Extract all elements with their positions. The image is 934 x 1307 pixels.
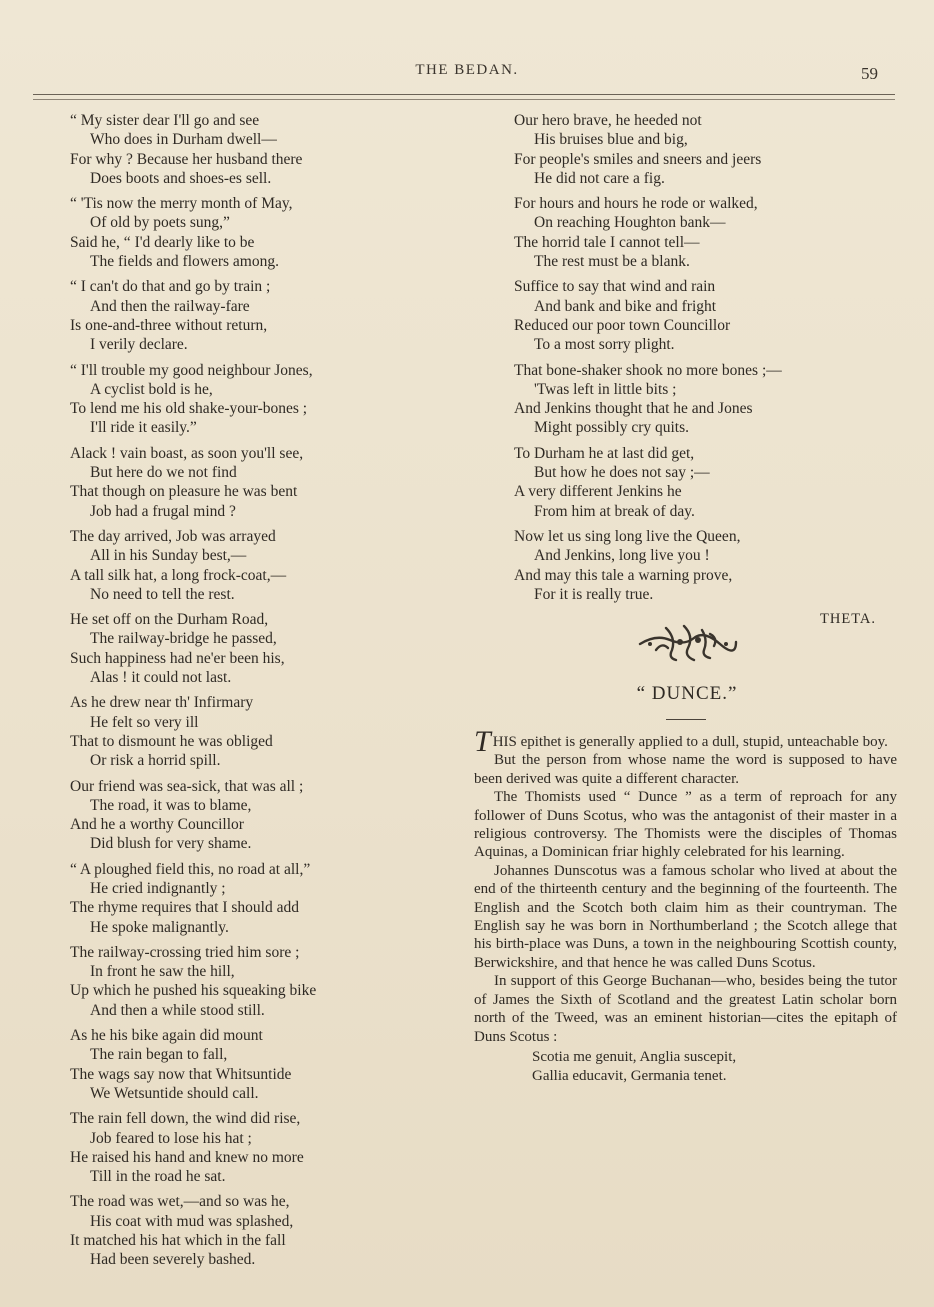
poem-line: Did blush for very shame.: [90, 835, 252, 853]
poem-line: All in his Sunday best,—: [90, 547, 247, 565]
poem-line: To lend me his old shake-your-bones ;: [70, 400, 308, 418]
poem-line: Now let us sing long live the Queen,: [514, 527, 741, 545]
poem-line: His coat with mud was splashed,: [90, 1212, 294, 1230]
poem-line: Such happiness had ne'er been his,: [70, 649, 285, 667]
stanza: [70, 860, 450, 937]
poem-line: In front he saw the hill,: [90, 963, 235, 981]
poem-line: The rain began to fall,: [90, 1046, 228, 1064]
poem-line: Does boots and shoes-es sell.: [90, 169, 272, 187]
stanza: [70, 1192, 450, 1269]
poem-line: Our friend was sea-sick, that was all ;: [70, 777, 304, 795]
poem-line: The fields and flowers among.: [90, 253, 279, 271]
title-rule: [666, 719, 706, 720]
stanza: [514, 444, 904, 521]
poem-line: Suffice to say that wind and rain: [514, 278, 716, 296]
poem-line: Alas ! it could not last.: [90, 669, 232, 687]
article-paragraph: But the person from whose name the word is supposed to have been derived was quite a different character.: [474, 752, 897, 787]
poem-line: The railway-crossing tried him sore ;: [70, 943, 300, 961]
epitaph-line: Gallia educavit, Germania tenet.: [532, 1067, 727, 1084]
poem-line: Reduced our poor town Councillor: [514, 316, 731, 334]
header-rule: [33, 94, 895, 100]
poem-line: Job had a frugal mind ?: [90, 502, 236, 520]
stanza: [70, 527, 450, 604]
poem-line: And bank and bike and fright: [534, 297, 717, 315]
poem-line: I verily declare.: [90, 336, 188, 354]
article-paragraph: In support of this George Buchanan—who, besides being the tutor of James the Sixth of Scotland and the greatest Latin scholar born north of the Tweed, was an eminent historian—cites the epitaph of Duns Scotus :: [474, 973, 897, 1045]
poem-line: We Wetsuntide should call.: [90, 1084, 259, 1102]
poem-line: Is one-and-three without return,: [70, 316, 268, 334]
poem-line: Up which he pushed his squeaking bike: [70, 982, 317, 1000]
article-title: “ DUNCE.”: [636, 683, 738, 704]
poem-line: The rain fell down, the wind did rise,: [70, 1110, 301, 1128]
article-paragraph: [474, 725, 897, 758]
poem-line: That to dismount he was obliged: [70, 732, 273, 750]
poem-line: That bone-shaker shook no more bones ;—: [514, 361, 782, 379]
poem-line: For why ? Because her husband there: [70, 150, 303, 168]
poem-line: “ A ploughed field this, no road at all,”: [70, 860, 311, 878]
poem-line: And he a worthy Councillor: [70, 816, 244, 834]
poem-line: To a most sorry plight.: [534, 336, 675, 354]
poem-line: To Durham he at last did get,: [514, 444, 695, 462]
poem-line: The rest must be a blank.: [534, 253, 690, 271]
poem-line: He did not care a fig.: [534, 169, 665, 187]
stanza: [70, 277, 450, 354]
poem-line: And Jenkins, long live you !: [534, 547, 710, 565]
article-body: [474, 725, 897, 1086]
poem-line: “ My sister dear I'll go and see: [70, 112, 260, 129]
poem-line: And Jenkins thought that he and Jones: [514, 400, 753, 418]
poem-line: “ I'll trouble my good neighbour Jones,: [70, 361, 313, 379]
poem-line: His bruises blue and big,: [534, 131, 688, 149]
poem-left-column: [70, 111, 450, 1276]
paragraph-text: HIS epithet is generally applied to a dull, stupid, unteachable boy.: [492, 734, 888, 750]
poem-line: It matched his hat which in the fall: [70, 1232, 286, 1250]
poem-line: The railway-bridge he passed,: [90, 630, 277, 648]
poem-line: But here do we not find: [90, 464, 237, 482]
poem-line: On reaching Houghton bank—: [534, 214, 726, 232]
poem-line: And may this tale a warning prove,: [514, 566, 733, 584]
poem-line: That though on pleasure he was bent: [70, 483, 298, 501]
poem-line: Of old by poets sung,”: [90, 214, 230, 232]
stanza: [70, 610, 450, 687]
poem-line: No need to tell the rest.: [90, 585, 235, 603]
stanza: [70, 194, 450, 271]
poem-line: Might possibly cry quits.: [534, 419, 690, 437]
stanza: [70, 693, 450, 770]
page-header: [0, 62, 934, 86]
poem-line: Alack ! vain boast, as soon you'll see,: [70, 444, 304, 462]
stanza: [70, 1026, 450, 1103]
poem-line: Who does in Durham dwell—: [90, 131, 277, 149]
poem-line: A tall silk hat, a long frock-coat,—: [70, 566, 287, 584]
poem-line: Said he, “ I'd dearly like to be: [70, 233, 255, 251]
poem-line: And then a while stood still.: [90, 1001, 265, 1019]
poem-line: The road was wet,—and so was he,: [70, 1193, 290, 1211]
poem-line: 'Twas left in little bits ;: [534, 380, 677, 398]
poem-line: And then the railway-fare: [90, 297, 250, 315]
poem-line: He cried indignantly ;: [90, 879, 226, 897]
poem-line: “ 'Tis now the merry month of May,: [70, 195, 293, 213]
stanza: [514, 111, 904, 188]
poem-line: From him at break of day.: [534, 502, 695, 520]
stanza: [70, 361, 450, 438]
poem-line: For hours and hours he rode or walked,: [514, 195, 758, 213]
poem-line: He set off on the Durham Road,: [70, 611, 269, 629]
poem-line: For people's smiles and sneers and jeers: [514, 150, 762, 168]
poem-line: He raised his hand and knew no more: [70, 1148, 304, 1166]
article-paragraph: The Thomists used “ Dunce ” as a term of reproach for any follower of Duns Scotus, who was the antagonist of their master in a religious controversy. The Thomists were the disciples of Thomas Aquinas, a Dominican friar highly celebrated for his learning.: [474, 789, 897, 861]
poem-line: As he his bike again did mount: [70, 1027, 263, 1045]
poem-line: As he drew near th' Infirmary: [70, 694, 254, 712]
stanza: [514, 277, 904, 354]
poem-line: A cyclist bold is he,: [90, 380, 213, 398]
poem-right-stanzas: [514, 111, 904, 604]
stanza: [514, 194, 904, 271]
poem-line: The wags say now that Whitsuntide: [70, 1065, 292, 1083]
poem-line: But how he does not say ;—: [534, 464, 710, 482]
running-title: THE BEDAN.: [415, 62, 519, 78]
poem-line: The horrid tale I cannot tell—: [514, 233, 700, 251]
poem-right-column: [514, 111, 904, 629]
poem-line: The road, it was to blame,: [90, 796, 252, 814]
poem-line: He felt so very ill: [90, 713, 199, 731]
poem-line: The rhyme requires that I should add: [70, 899, 299, 917]
article-paragraph: Johannes Dunscotus was a famous scholar who lived at about the end of the thirteenth century and the beginning of the fourteenth. The English and the Scotch both claim him as their countryman. The English say he was born in Northumberland ; the Scotch allege that his birth-place was Duns, a town in the neighbouring Scottish county, Berwickshire, and that hence he was called Duns Scotus.: [474, 862, 897, 971]
poem-line: He spoke malignantly.: [90, 918, 229, 936]
poem-signature: THETA.: [820, 611, 876, 628]
epitaph: [474, 1048, 897, 1086]
poem-line: Or risk a horrid spill.: [90, 752, 221, 770]
poem-line: Our hero brave, he heeded not: [514, 112, 702, 129]
stanza: [70, 111, 450, 188]
poem-line: Had been severely bashed.: [90, 1251, 256, 1269]
stanza: [70, 943, 450, 1020]
stanza: [70, 1109, 450, 1186]
poem-line: For it is really true.: [534, 585, 654, 603]
page-number: 59: [861, 64, 878, 83]
epitaph-line: Scotia me genuit, Anglia suscepit,: [532, 1048, 737, 1065]
poem-line: I'll ride it easily.”: [90, 419, 197, 437]
stanza: [514, 527, 904, 604]
poem-line: Job feared to lose his hat ;: [90, 1129, 252, 1147]
ornament-icon: [636, 620, 740, 664]
poem-line: The day arrived, Job was arrayed: [70, 527, 276, 545]
poem-line: “ I can't do that and go by train ;: [70, 278, 271, 296]
poem-line: A very different Jenkins he: [514, 483, 682, 501]
poem-line: Till in the road he sat.: [90, 1168, 226, 1186]
stanza: [70, 444, 450, 521]
drop-cap: T: [474, 725, 491, 758]
stanza: [514, 361, 904, 438]
stanza: [70, 777, 450, 854]
